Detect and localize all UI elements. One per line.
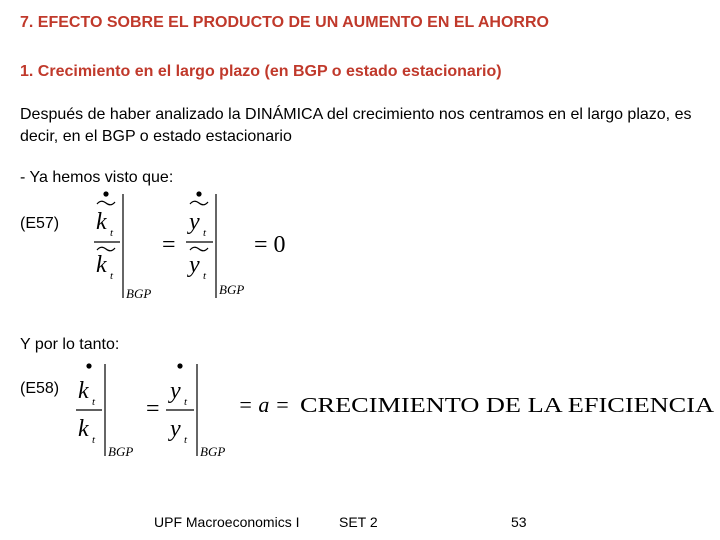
- eq57-num-left: k: [96, 209, 107, 235]
- eq57-dot-left: [103, 191, 108, 196]
- eq58-rhs-var: = a =: [238, 392, 290, 417]
- eq58-den-right-sub: t: [184, 434, 188, 446]
- eq57-bgp-right: BGP: [219, 282, 245, 297]
- therefore-text: Y por lo tanto:: [20, 336, 120, 353]
- eq58-dot-right: [177, 363, 182, 368]
- page-number: 53: [511, 514, 527, 530]
- eq57-tilde-num-right: [190, 201, 208, 205]
- eq58-num-right: y: [170, 378, 181, 404]
- eq58-num-left-sub: t: [92, 396, 96, 408]
- eq58-equals: =: [146, 396, 160, 422]
- eq58-rhs-text: CRECIMIENTO DE LA EFICIENCIA: [300, 393, 716, 417]
- eq57-equals: =: [162, 232, 176, 258]
- eq57-tilde-den-left: [97, 247, 115, 251]
- eq58-bgp-right: BGP: [200, 444, 226, 459]
- eq58-den-left-sub: t: [92, 434, 96, 446]
- eq57-label: (E57): [20, 215, 60, 232]
- footer-course: UPF Macroeconomics I: [154, 514, 300, 530]
- bullet-text: - Ya hemos visto que:: [20, 169, 174, 186]
- eq58-den-left: k: [78, 416, 89, 442]
- eq57-den-right: y: [189, 252, 200, 278]
- eq58-num-right-sub: t: [184, 396, 188, 408]
- equation-e58: [72, 360, 720, 462]
- section-subtitle: 1. Crecimiento en el largo plazo (en BGP o estado estacionario): [20, 63, 502, 80]
- eq58-label: (E58): [20, 380, 60, 397]
- eq58-dot-left: [86, 363, 91, 368]
- eq57-num-right-sub: t: [203, 227, 207, 239]
- eq58-num-left: k: [78, 378, 89, 404]
- eq57-dot-right: [196, 191, 201, 196]
- intro-paragraph: Después de haber analizado la DINÁMICA del crecimiento nos centramos en el largo plazo, es decir, en el BGP o estado estacionario: [20, 106, 692, 145]
- eq57-num-left-sub: t: [110, 227, 114, 239]
- eq57-rhs: = 0: [254, 232, 286, 258]
- eq57-bgp-left: BGP: [126, 286, 152, 301]
- eq58-bgp-left: BGP: [108, 444, 134, 459]
- slide-title: 7. EFECTO SOBRE EL PRODUCTO DE UN AUMENTO EN EL AHORRO: [20, 14, 549, 31]
- eq57-tilde-den-right: [190, 247, 208, 251]
- equation-e57: [86, 186, 316, 306]
- eq57-den-left-sub: t: [110, 270, 114, 282]
- eq58-den-right: y: [170, 416, 181, 442]
- footer-set: SET 2: [339, 514, 378, 530]
- eq57-tilde-num-left: [97, 201, 115, 205]
- eq57-den-right-sub: t: [203, 270, 207, 282]
- eq57-den-left: k: [96, 252, 107, 278]
- eq57-num-right: y: [189, 209, 200, 235]
